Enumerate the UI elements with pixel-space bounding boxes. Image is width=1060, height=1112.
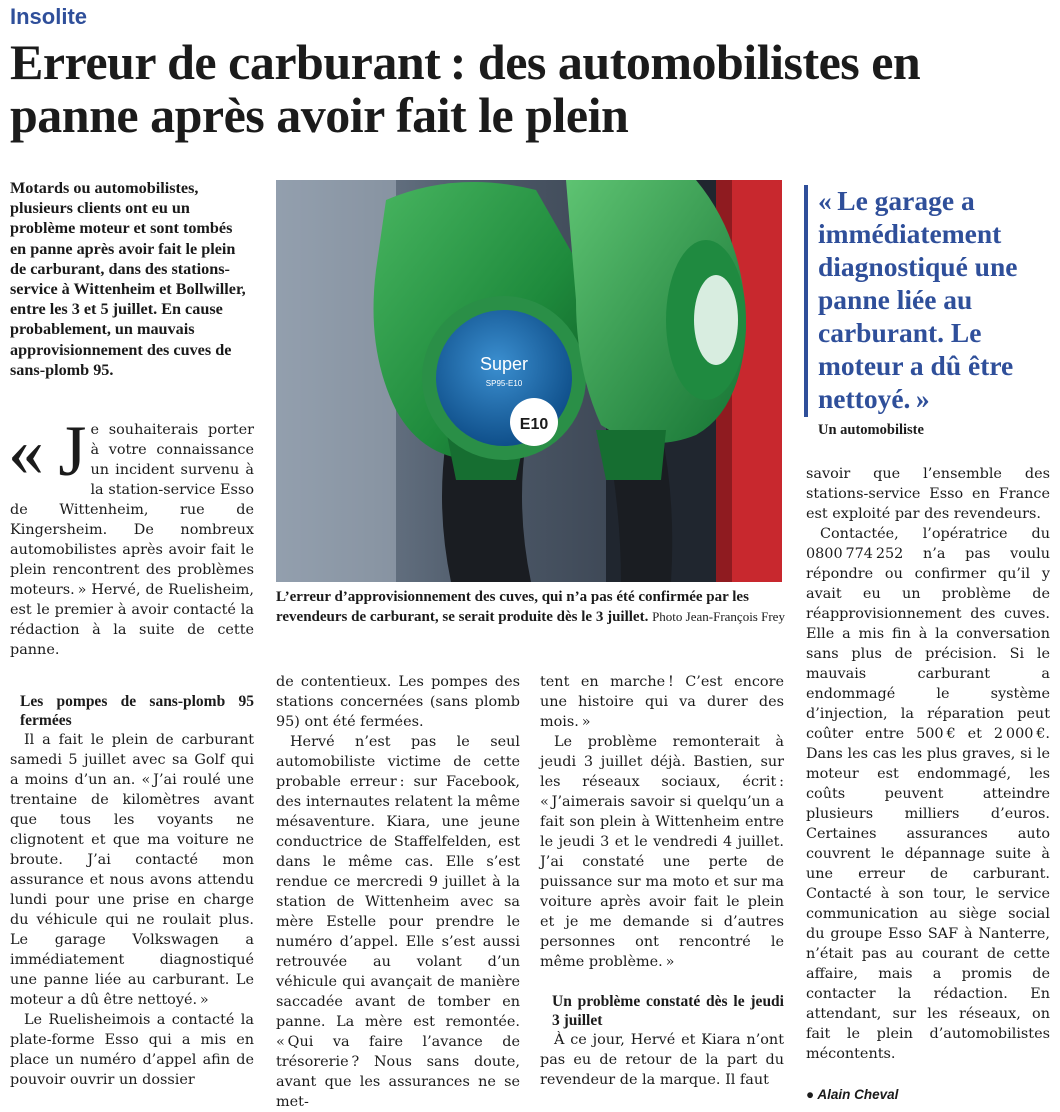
paragraph: Hervé n’est pas le seul automobiliste victime de cette probable erreur : sur Facebook, des internautes relatent la même mésaventure. Kiara, une jeune conductrice de Staffelfelden, est dans le même cas. Elle s’est rendue ce mercredi 9 juillet à la station de Wittenheim avec sa mère Estelle pour prendre le numéro d’appel. Elle s’est aussi retrouvée au volant d’un véhicule qui avançait de manière saccadée avant de tomber en panne. La mère est remontée. « Qui va faire l’avance de trésorerie ? Nous sans doute, avant que les assurances ne se met- <box>276 734 520 1110</box>
pullquote-bar <box>804 185 808 417</box>
caption-text: L’erreur d’approvisionnement des cuves, qui n’a pas été confirmée par les revendeurs de carburant, se serait produite dès le 3 juillet. <box>276 589 749 625</box>
fuel-nozzle-photo <box>276 180 782 582</box>
column-1-body <box>10 692 254 1090</box>
e10-badge: E10 <box>519 416 549 433</box>
paragraph: Il a fait le plein de carburant samedi 5 juillet avec sa Golf qui a moins d’un an. « J’ai roulé une trentaine de kilomètres avant que tous les voyants ne clignotent et que ma voiture ne broute. J’ai contacté mon assurance et nous avons attendu lundi pour une prise en charge du véhicule qui ne roulait plus. Le garage Volkswagen a immédiatement diagnostiqué une panne liée au carburant. Le moteur a dû être nettoyé. » <box>10 732 254 1008</box>
pullquote: « Le garage a immédiatement diagnostiqué une panne liée au carburant. Le moteur a dû être nettoyé. » <box>818 185 1018 414</box>
lead-paragraph: Motards ou automobilistes, plusieurs clients ont eu un problème moteur et sont tombés en panne après avoir fait le plein de carburant, dans des stations-service à Wittenheim et Bollwiller, entre les 3 et 5 juillet. En cause probablement, un mauvais approvisionnement des cuves de sans-plomb 95. <box>10 179 246 379</box>
column-3-body <box>540 672 784 1090</box>
nozzle-sublabel: SP95-E10 <box>485 379 523 388</box>
intro-text: e souhaiterais porter à votre connaissance un incident survenu à la station-service Esso de Wittenheim, rue de Kingersheim. De nombreux automobilistes après avoir fait le plein rencontrent des problèmes moteurs. » Hervé, de Ruelisheim, est le premier à avoir contacté la rédaction à la suite de cette panne. <box>10 422 254 658</box>
pullquote-author: Un automobiliste <box>818 422 924 438</box>
nozzle-label: Super <box>479 354 529 374</box>
drop-cap: « J <box>8 411 87 491</box>
column-4-body <box>806 464 1050 1064</box>
subhead-probleme: Un problème constaté dès le jeudi 3 juillet <box>552 993 784 1029</box>
paragraph: Contactée, l’opératrice du 0800 774 252 n’a pas voulu répondre ou confirmer qu’il y avait eu un problème de réapprovisionnement des cuves. Elle a mis fin à la conversation sans plus de précision. Si le mauvais carburant a endommagé le système d’injection, la réparation peut coûter entre 500 € et 2 000 €. Dans les cas les plus graves, si le moteur est endommagé, les coûts peuvent atteindre plusieurs milliers d’euros. Certaines assurances auto couvrent le dépannage suite à une erreur de carburant. Contacté à son tour, le service communication au siège social du groupe Esso SAF à Nanterre, n’était pas au courant de cette affaire, mais a promis de contacter la rédaction. En attendant, sur les réseaux, on fait le plein d’automobilistes mécontents. <box>806 526 1050 1062</box>
byline: ● Alain Cheval <box>806 1087 899 1102</box>
photo-credit: Photo Jean-François Frey <box>652 609 785 624</box>
paragraph: tent en marche ! C’est encore une histoire qui va durer des mois. » <box>540 674 784 730</box>
column-2-body <box>276 672 520 1112</box>
paragraph: savoir que l’ensemble des stations-service Esso en France est exploité par des revendeurs. <box>806 466 1050 522</box>
paragraph: À ce jour, Hervé et Kiara n’ont pas eu de retour de la part du revendeur de la marque. Il faut <box>540 1032 784 1088</box>
paragraph: de contentieux. Les pompes des stations concernées (sans plomb 95) ont été fermées. <box>276 674 520 730</box>
subhead-pompes: Les pompes de sans-plomb 95 fermées <box>20 693 254 729</box>
headline: Erreur de carburant : des automobilistes en panne après avoir fait le plein <box>10 34 921 143</box>
paragraph: Le Ruelisheimois a contacté la plate-forme Esso qui a mis en place un numéro d’appel afin de pouvoir ouvrir un dossier <box>10 1012 254 1088</box>
section-kicker: Insolite <box>10 4 88 29</box>
photo-caption <box>276 588 786 627</box>
intro-block <box>8 411 254 660</box>
paragraph: Le problème remonterait à jeudi 3 juillet déjà. Bastien, sur les réseaux sociaux, écrit : « J’aimerais savoir si quelqu’un a fait son plein à Wittenheim entre le jeudi 3 et le vendredi 4 juillet. J’ai constaté une perte de puissance sur ma moto et sur ma voiture après avoir fait le plein et je me demande si d’autres personnes ont rencontré le même problème. » <box>540 734 784 970</box>
